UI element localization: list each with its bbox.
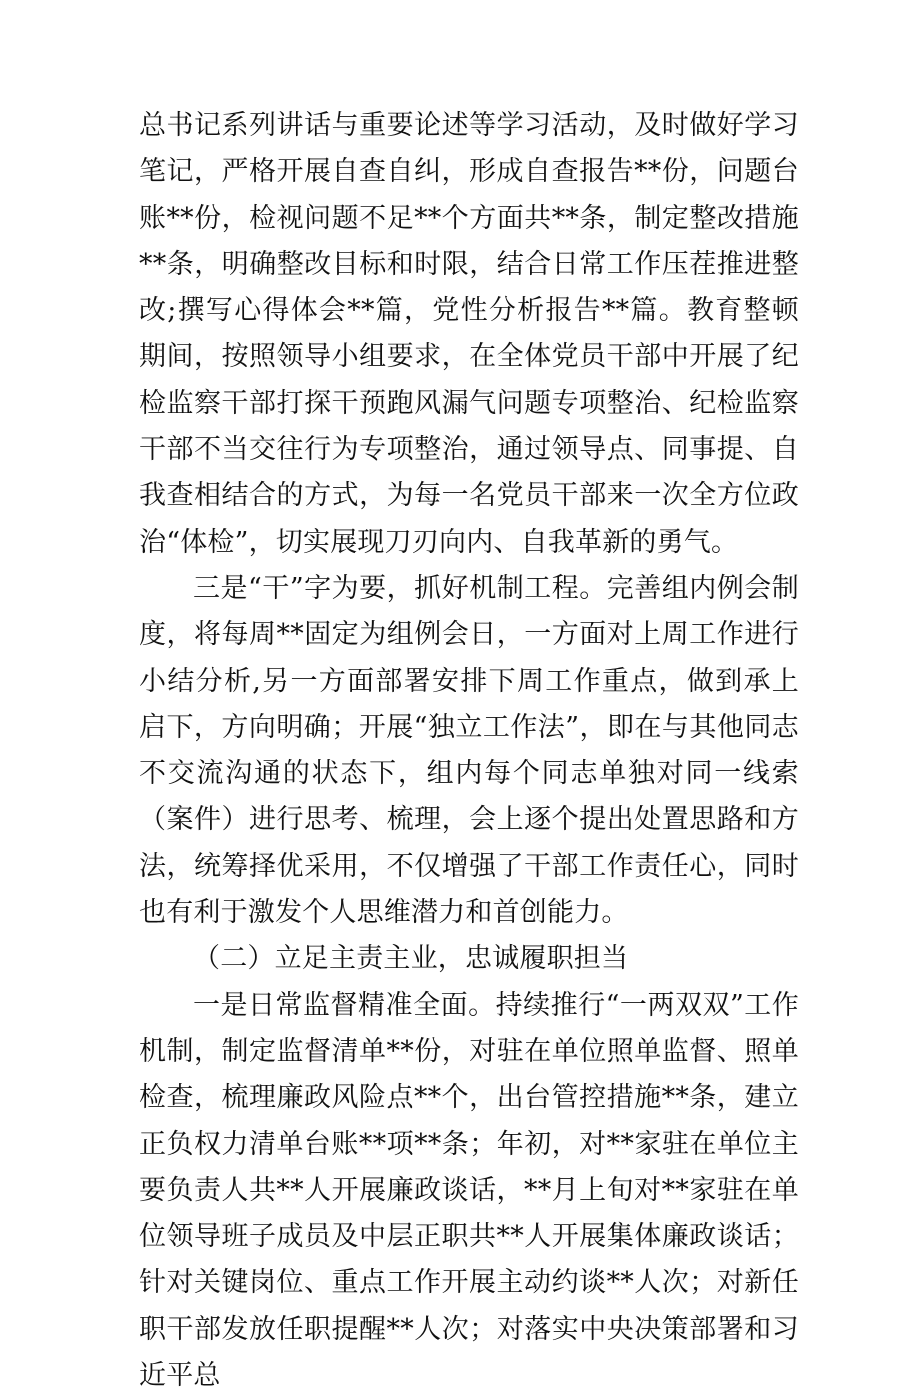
document-body bbox=[139, 103, 799, 1399]
paragraph-daily-supervision: 一是日常监督精准全面。持续推行“一两双双”工作机制，制定监督清单**份，对驻在单位照单监督、照单检查，梳理廉政风险点**个，出台管控措施**条，建立正负权力清单台账**项**条；年初，对**家驻在单位主要负责人共**人开展廉政谈话，**月上旬对**家驻在单位领导班子成员及中层正职共**人开展集体廉政谈话；针对关键岗位、重点工作开展主动约谈**人次；对新任职干部发放任职提醒**人次；对落实中央决策部署和习近平总 bbox=[139, 989, 799, 1392]
paragraph-mechanism-work: 三是“干”字为要，抓好机制工程。完善组内例会制度，将每周**固定为组例会日，一方面对上周工作进行小结分析,另一方面部署安排下周工作重点，做到承上启下，方向明确；开展“独立工作法”，即在与其他同志不交流沟通的状态下，组内每个同志单独对同一线索（案件）进行思考、梳理，会上逐个提出处置思路和方法，统筹择优采用，不仅增强了干部工作责任心，同时也有利于激发个人思维潜力和首创能力。 bbox=[139, 572, 799, 929]
section-heading: （二）立足主责主业，忠诚履职担当 bbox=[193, 943, 629, 975]
paragraph-continuation: 总书记系列讲话与重要论述等学习活动，及时做好学习笔记，严格开展自查自纠，形成自查报告**份，问题台账**份，检视问题不足**个方面共**条，制定整改措施**条，明确整改目标和时限，结合日常工作压茬推进整改;撰写心得体会**篇，党性分析报告**篇。教育整顿期间，按照领导小组要求，在全体党员干部中开展了纪检监察干部打探干预跑风漏气问题专项整治、纪检监察干部不当交往行为专项整治，通过领导点、同事提、自我查相结合的方式，为每一名党员干部来一次全方位政治“体检”，切实展现刀刃向内、自我革新的勇气。 bbox=[139, 110, 799, 558]
